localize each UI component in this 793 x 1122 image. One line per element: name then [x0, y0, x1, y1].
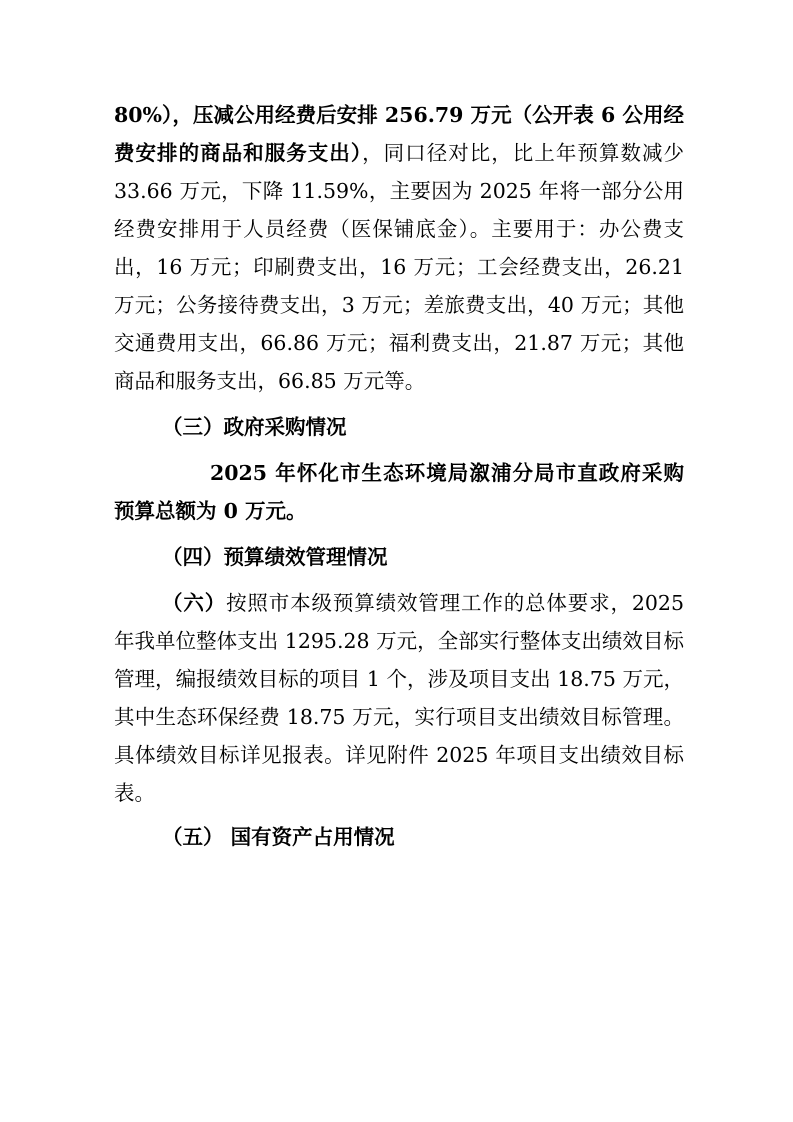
public-expense-bold-text: 80%），压减公用经费后安排 256.79 万元（公开表 6 公用经费安排的商品和服务支出） — [114, 103, 684, 165]
public-expense-paragraph — [114, 96, 684, 400]
performance-text: 按照市本级预算绩效管理工作的总体要求，2025 年我单位整体支出 1295.28 万元，全部实行整体支出绩效目标管理，编报绩效目标的项目 1 个，涉及项目支出 18.75 万元，其中生态环保经费 18.75 万元，实行项目支出绩效目标管理。具体绩效目标详见报表。详见附件 2025 年项目支出绩效目标表。 — [114, 591, 685, 805]
procurement-paragraph: 2025 年怀化市生态环境局溆浦分局市直政府采购预算总额为 0 万元。 — [114, 461, 684, 523]
public-expense-detail-text: ，同口径对比，比上年预算数减少 33.66 万元，下降 11.59%，主要因为 2025 年将一部分公用经费安排用于人员经费（医保铺底金）。主要用于：办公费支出，16 万元；印刷费支出，16 万元；工会经费支出，26.21 万元；公务接待费支出，3 万元；差旅费支出，40 万元；其他交通费用支出，66.86 万元；福利费支出，21.87 万元；其他商品和服务支出，66.85 万元等。 — [114, 141, 685, 393]
section-heading-procurement: （三）政府采购情况 — [162, 415, 347, 439]
performance-lead: （六） — [162, 591, 227, 615]
performance-paragraph — [114, 584, 684, 812]
document-body — [114, 96, 684, 864]
section-heading-performance: （四）预算绩效管理情况 — [162, 545, 388, 569]
section-heading-assets: （五） 国有资产占用情况 — [162, 825, 395, 849]
